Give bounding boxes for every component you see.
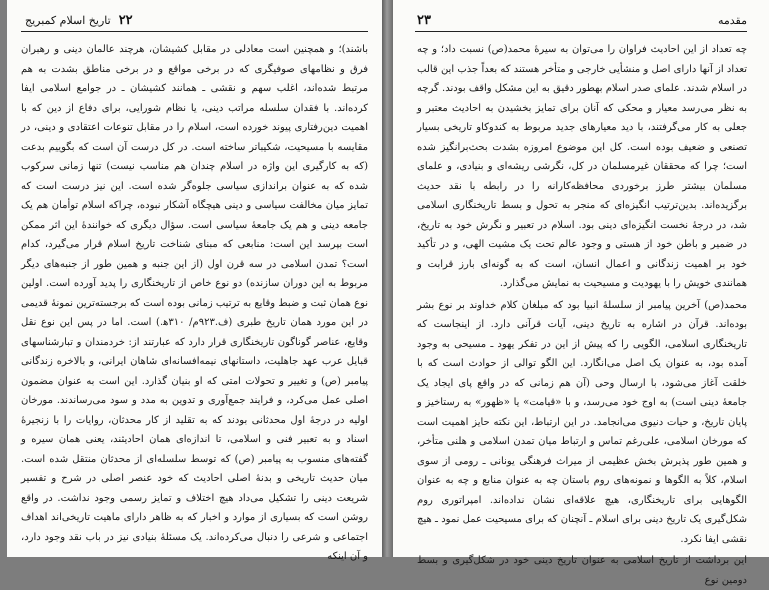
right-page-number: ۲۳ — [417, 12, 431, 28]
right-paragraph: محمد(ص) آخرین پیامبر از سلسلهٔ انبیا بود که مبلغان کلام خداوند بر نوع بشر بوده‌اند. قرآن در اشاره به تاریخ دینی، آیات قرآنی دارد. از اینجاست که تاریخنگاری اسلامی، الگویی را که پیش از این در تفکر یهود ـ مسیحی به وجود آمده بود، به عنوان یک اصل می‌انگارد. این الگو توالی از حوادث است که با خلقت آغاز می‌شود، با ارسال وحی (آن هم زمانی که در واقع پای ایجاد یک جامعهٔ دینی است) به اوج خود می‌رسد، و با «قیامت» یا «ظهور» به رستاخیز و پایان تاریخ، و حیات دنیوی می‌انجامد. در این ارتباط، این نکته حایز اهمیت است که مورخان اسلامی، علی‌رغم تماس و ارتباط میان تمدن اسلامی و هلنی متأخر، و همین طور پذیرش بخش عظیمی از میراث فرهنگی یونانی ـ رومی از سوی اسلام، کلاً به الگوها و نمونه‌های روم باستان چه به عنوان منابع و چه به عنوان الگوهایی برای تاریخنگاری، هیچ علاقه‌ای نشان نداده‌اند. امپراتوری روم شکل‌گیری یک تاریخ دینی برای اسلام ـ آنچنان که برای مسیحیت عمل نمود ـ هیچ نقشی ایفا نکرد. — [417, 299, 747, 545]
right-header-rule — [415, 31, 747, 32]
left-header-rule — [21, 31, 368, 32]
left-book-page — [7, 0, 382, 562]
book-gutter — [382, 0, 393, 557]
left-page-number: ۲۲ — [118, 12, 133, 28]
right-paragraph: این برداشت از تاریخ اسلامی به عنوان تاریخ دینی خود در شکل‌گیری و بسط دومین نوع — [417, 555, 747, 586]
left-body-text — [21, 40, 369, 562]
right-book-page — [393, 0, 769, 586]
left-page-header — [25, 11, 368, 29]
left-paragraph: باشند)؛ و همچنین است معادلی در مقابل کشیشان، هرچند عالمان دینی و رهبران فرق و نظامهای صوفیگری که در برخی مواقع و در برخی مناطق بشدت به هم مرتبط شده‌اند، اغلب سهم و نقشی ـ همانند کشیشان ـ در جوامع اسلامی ایفا کرده‌اند. با فقدان سلسله مراتب دینی، یا نظام شورایی، برای دفاع از دین که با اهمیت دین‌رفتاری پیوند خورده است، اسلام را در مقابل تنوعات اعتقادی و دینی، در مقایسه با مسیحیت، شکیباتر ساخته است. در کل درست آن است که بگوییم بدعت (که به کارگیری این واژه در اسلام چندان هم مناسب نیست) تنها زمانی سرکوب شده که به عنوان براندازی سیاسی جلوه‌گر شده است. این نیز درست است که تمایز میان مخالفت سیاسی و دینی هیچگاه آشکار نبوده، چراکه اسلام توأمان هم یک جامعه دینی و هم یک جامعهٔ سیاسی است. سؤال دیگری که خوانندهٔ این اثر ممکن است بپرسد این است: منابعی که مبنای شناخت تاریخ اسلام قرار می‌گیرد، کدام است؟ تمدن اسلامی در سه قرن اول (از این جنبه و همین طور از جنبه‌های دیگر مربوط به این دوران سازنده) دو نوع خاص از تاریخنگاری را پدید آورده است. اولین نوع همان ثبت و ضبط وقایع به ترتیب زمانی بوده است که برجسته‌ترین نمونهٔ قدیمی در این مورد همان تاریخ طبری (ف.۹۲۳م/ ۳۱۰ه‍.) است. اما در پس این نوع نقل وقایع، عناصر گوناگون تاریخنگاری قرار دارد که عبارتند از: خردمندان و تبارشناسهای قبایل عرب عهد جاهلیت، داستانهای نیمه‌افسانه‌ای شاهان ایرانی، و بالاخره زندگانی پیامبر (ص) و تغییر و تحولات امتی که او بنیان گذارد. این است به عنوان مضمون اصلی عمل می‌کرد، و فرایند جمع‌آوری و تدوین به مدد و سود می‌رساندند. مورخان اولیه در درجهٔ اول محدثانی بودند که به تقلید از کار محدثان، روایات را با زنجیرهٔ اسناد و به تعبیر فنی و اسلامی، تا اندازه‌ای همان احادیثند، یعنی همان سیره و گفته‌های منسوب به پیامبر (ص) که توسط سلسله‌ای از محدثان منتقل شده است. میان حدیث تاریخی و بدنهٔ اصلی احادیث که خود عنصر اصلی در شرح و تفسیر شریعت دینی را تشکیل می‌داد هیچ اختلاف و تمایز رسمی وجود نداشت. در واقع روشن است که بسیاری از موارد و اخبار که به ظاهر دارای ماهیت تاریخی‌اند اهداف اجتماعی و شرعی را دنبال می‌کرده‌اند. یک مسئلهٔ بنیادی نیز در باب نقد وجود دارد، و آن اینکه — [21, 44, 369, 562]
right-page-header — [417, 11, 747, 29]
left-running-title: تاریخ اسلام کمبریج — [25, 13, 111, 27]
right-paragraph: چه تعداد از این احادیث فراوان را می‌توان به سیرهٔ محمد(ص) نسبت داد؛ و چه تعداد از آنها دارای اصل و منشأیی خارجی و متأخر هستند که بعداً جذب این قالب در اسلام شدند. علمای صدر اسلام بهطور دقیق به این مشکل واقف بودند. گرچه به نظر می‌رسد معیار و محکی که آنان برای تمایز بخشیدن به احادیث معتبر و جعلی به کار می‌گرفتند، با دید معیارهای جدید مربوط به کندوکاو تاریخی بسیار تصنعی و ضعیف بوده است. کل این موضوع امروزه بشدت بحث‌برانگیز شده است؛ چرا که محققان غیرمسلمان در کل، نگرشی ریشه‌ای و بنیادی، و علمای مسلمان بیشتر طرز برخوردی محافظه‌کارانه را در رابطه با نقد حدیث برگزیده‌اند. بدین‌ترتیب انگیزه‌ای که منجر به تحول و بسط تاریخنگاری اسلامی شد، در درجهٔ نخست انگیزه‌ای دینی بود. اسلام در تعبیر و نگرش خود به تاریخ، در ضمیر و باطن خود از هستی و وجود عالم تحت یک مشیت الهی، و در تأکید خود بر اهمیت زندگانی و اعمال انسان، است که به گونه‌ای بارز قرابت و همانندی خویش را با یهودیت و مسیحیت به نمایش می‌گذارد. — [417, 44, 747, 289]
right-body-text — [417, 40, 747, 586]
right-running-title: مقدمه — [717, 13, 747, 27]
